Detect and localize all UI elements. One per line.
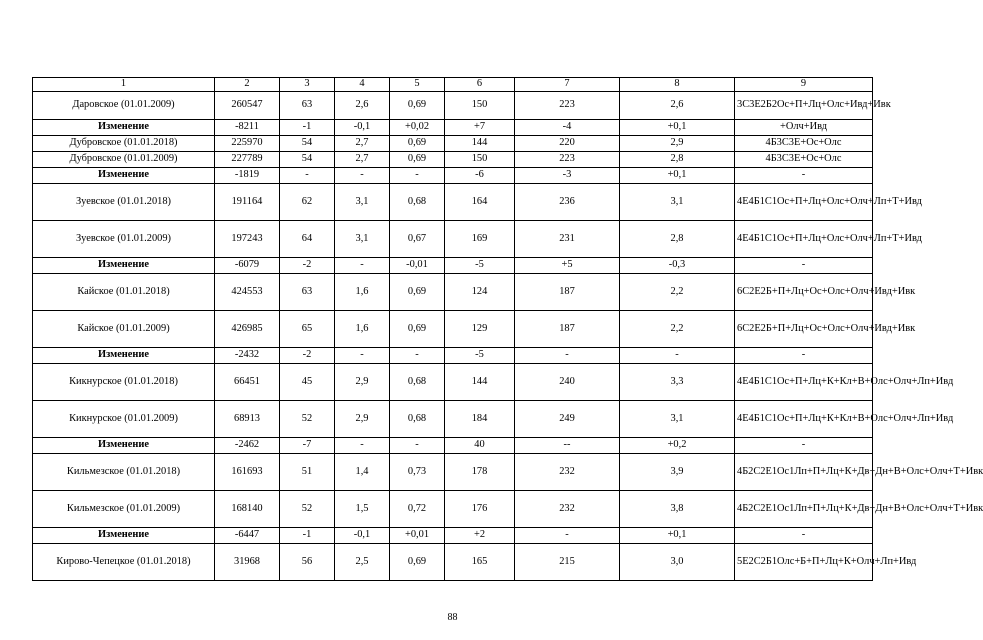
table-cell-col-3: -1 [280, 528, 335, 544]
table-cell-col-2: 68913 [215, 401, 280, 438]
table-cell-col-2: 168140 [215, 491, 280, 528]
table-cell-col-3: -1 [280, 120, 335, 136]
table-cell-col-4: 1,6 [335, 274, 390, 311]
table-cell-col-9: - [735, 258, 873, 274]
table-cell-col-7: 240 [515, 364, 620, 401]
table-cell-col-4: 3,1 [335, 221, 390, 258]
table-cell-col-5: - [390, 438, 445, 454]
table-cell-col-8: 3,0 [620, 544, 735, 581]
table-row [33, 184, 873, 221]
table-cell-col-3: - [280, 168, 335, 184]
table-cell-col-5: 0,69 [390, 152, 445, 168]
table-cell-col-4: - [335, 168, 390, 184]
row-label-cell: Изменение [33, 168, 215, 184]
table-cell-col-8: 2,2 [620, 274, 735, 311]
table-cell-col-2: 424553 [215, 274, 280, 311]
table-cell-col-7: 223 [515, 152, 620, 168]
table-cell-col-8: 3,1 [620, 401, 735, 438]
table-cell-col-5: 0,68 [390, 364, 445, 401]
table-cell-col-3: 62 [280, 184, 335, 221]
table-cell-col-5: 0,68 [390, 184, 445, 221]
row-label-cell: Кикнурское (01.01.2018) [33, 364, 215, 401]
table-cell-col-3: 52 [280, 491, 335, 528]
table-row [33, 92, 873, 120]
table-cell-col-7: 220 [515, 136, 620, 152]
table-cell-col-4: 3,1 [335, 184, 390, 221]
table-cell-col-6: -5 [445, 348, 515, 364]
table-cell-col-8: 2,9 [620, 136, 735, 152]
table-cell-col-6: 169 [445, 221, 515, 258]
column-header-9: 9 [735, 78, 873, 92]
table-cell-col-2: -2462 [215, 438, 280, 454]
table-cell-col-2: 161693 [215, 454, 280, 491]
table-cell-col-8: - [620, 348, 735, 364]
table-cell-col-9: - [735, 348, 873, 364]
table-cell-col-7: 187 [515, 274, 620, 311]
row-label-cell: Изменение [33, 348, 215, 364]
table-cell-col-7: -4 [515, 120, 620, 136]
table-cell-col-7: 236 [515, 184, 620, 221]
table-cell-col-3: -2 [280, 258, 335, 274]
table-cell-col-8: 3,8 [620, 491, 735, 528]
table-cell-col-8: -0,3 [620, 258, 735, 274]
table-cell-col-3: 64 [280, 221, 335, 258]
table-cell-col-5: 0,69 [390, 92, 445, 120]
table-cell-col-2: 191164 [215, 184, 280, 221]
table-cell-col-2: 225970 [215, 136, 280, 152]
table-cell-col-8: +0,1 [620, 168, 735, 184]
table-cell-col-7: -3 [515, 168, 620, 184]
row-label-cell: Кильмезское (01.01.2009) [33, 491, 215, 528]
table-row-change [33, 438, 873, 454]
table-cell-col-6: 184 [445, 401, 515, 438]
table-cell-col-2: 31968 [215, 544, 280, 581]
table-cell-col-8: +0,1 [620, 120, 735, 136]
table-cell-col-4: - [335, 348, 390, 364]
table-row [33, 152, 873, 168]
table-cell-col-6: 144 [445, 136, 515, 152]
table-cell-col-5: +0,01 [390, 528, 445, 544]
table-cell-col-6: -6 [445, 168, 515, 184]
table-cell-col-6: 176 [445, 491, 515, 528]
table-cell-col-6: 178 [445, 454, 515, 491]
table-cell-col-5: 0,69 [390, 544, 445, 581]
table-cell-col-7: 223 [515, 92, 620, 120]
table-cell-col-5: 0,68 [390, 401, 445, 438]
table-cell-col-3: -2 [280, 348, 335, 364]
table-row [33, 221, 873, 258]
table-cell-col-4: - [335, 438, 390, 454]
table-cell-col-9: 4Б2С2Е1Ос1Лп+П+Лц+К+Дв+Дн+В+Олс+Олч+Т+Ивк [735, 454, 873, 491]
column-header-7: 7 [515, 78, 620, 92]
table-cell-col-6: 150 [445, 152, 515, 168]
table-cell-col-9: 6С2Е2Б+П+Лц+Ос+Олс+Олч+Ивд+Ивк [735, 274, 873, 311]
row-label-cell: Изменение [33, 438, 215, 454]
row-label-cell: Изменение [33, 120, 215, 136]
row-label-cell: Кикнурское (01.01.2009) [33, 401, 215, 438]
table-cell-col-7: 232 [515, 491, 620, 528]
table-cell-col-7: +5 [515, 258, 620, 274]
column-header-1: 1 [33, 78, 215, 92]
table-cell-col-7: -- [515, 438, 620, 454]
column-header-3: 3 [280, 78, 335, 92]
table-cell-col-3: 65 [280, 311, 335, 348]
table-cell-col-7: 232 [515, 454, 620, 491]
table-cell-col-9: 4Е4Б1С1Ос+П+Лц+К+Кл+В+Олс+Олч+Лп+Ивд [735, 364, 873, 401]
table-cell-col-4: 2,9 [335, 364, 390, 401]
row-label-cell: Зуевское (01.01.2018) [33, 184, 215, 221]
table-cell-col-6: 150 [445, 92, 515, 120]
table-cell-col-3: 56 [280, 544, 335, 581]
table-cell-col-7: 215 [515, 544, 620, 581]
table-cell-col-6: 144 [445, 364, 515, 401]
table-cell-col-6: +2 [445, 528, 515, 544]
table-cell-col-9: 4Б3С3Е+Ос+Олс [735, 136, 873, 152]
column-header-5: 5 [390, 78, 445, 92]
column-header-2: 2 [215, 78, 280, 92]
table-cell-col-9: 4Е4Б1С1Ос+П+Лц+Олс+Олч+Лп+Т+Ивд [735, 221, 873, 258]
table-cell-col-8: 2,6 [620, 92, 735, 120]
table-row [33, 491, 873, 528]
table-cell-col-2: -2432 [215, 348, 280, 364]
table-cell-col-6: -5 [445, 258, 515, 274]
table-row [33, 401, 873, 438]
table-cell-col-5: 0,72 [390, 491, 445, 528]
table-cell-col-8: 2,2 [620, 311, 735, 348]
table-cell-col-2: -6079 [215, 258, 280, 274]
row-label-cell: Дубровское (01.01.2018) [33, 136, 215, 152]
table-cell-col-3: 63 [280, 274, 335, 311]
table-cell-col-2: -8211 [215, 120, 280, 136]
table-cell-col-5: - [390, 168, 445, 184]
table-cell-col-4: -0,1 [335, 120, 390, 136]
row-label-cell: Дубровское (01.01.2009) [33, 152, 215, 168]
table-cell-col-8: +0,2 [620, 438, 735, 454]
table-cell-col-3: 54 [280, 136, 335, 152]
table-row [33, 311, 873, 348]
table-cell-col-3: 45 [280, 364, 335, 401]
table-row-change [33, 258, 873, 274]
forest-stats-table [32, 77, 983, 581]
row-label-cell: Кильмезское (01.01.2018) [33, 454, 215, 491]
table-cell-col-9: 5Е2С2Б1Олс+Б+П+Лц+К+Олч+Лп+Ивд [735, 544, 873, 581]
table-cell-col-7: - [515, 348, 620, 364]
row-label-cell: Кирово-Чепецкое (01.01.2018) [33, 544, 215, 581]
column-header-6: 6 [445, 78, 515, 92]
table-cell-col-6: 124 [445, 274, 515, 311]
table-row [33, 454, 873, 491]
page-number: 88 [447, 612, 458, 623]
table-cell-col-8: +0,1 [620, 528, 735, 544]
table-cell-col-6: +7 [445, 120, 515, 136]
table-cell-col-8: 3,3 [620, 364, 735, 401]
table-cell-col-9: - [735, 528, 873, 544]
table-cell-col-3: 51 [280, 454, 335, 491]
table-row [33, 364, 873, 401]
table-cell-col-2: 197243 [215, 221, 280, 258]
table-cell-col-9: 3С3Е2Б2Ос+П+Лц+Олс+Ивд+Ивк [735, 92, 873, 120]
column-header-4: 4 [335, 78, 390, 92]
table-cell-col-9: +Олч+Ивд [735, 120, 873, 136]
table-cell-col-3: 54 [280, 152, 335, 168]
table-cell-col-2: 426985 [215, 311, 280, 348]
table-cell-col-8: 2,8 [620, 221, 735, 258]
table-row [33, 544, 873, 581]
table-row-change [33, 168, 873, 184]
table-cell-col-2: -6447 [215, 528, 280, 544]
row-label-cell: Кайское (01.01.2009) [33, 311, 215, 348]
table-row-change [33, 348, 873, 364]
table-cell-col-9: 6С2Е2Б+П+Лц+Ос+Олс+Олч+Ивд+Ивк [735, 311, 873, 348]
table-cell-col-3: -7 [280, 438, 335, 454]
table-cell-col-3: 63 [280, 92, 335, 120]
table-header-row [33, 78, 873, 92]
table-cell-col-5: 0,73 [390, 454, 445, 491]
table-cell-col-7: 187 [515, 311, 620, 348]
row-label-cell: Даровское (01.01.2009) [33, 92, 215, 120]
table-cell-col-9: 4Е4Б1С1Ос+П+Лц+К+Кл+В+Олс+Олч+Лп+Ивд [735, 401, 873, 438]
table-cell-col-5: 0,69 [390, 136, 445, 152]
table-cell-col-5: 0,67 [390, 221, 445, 258]
table-cell-col-9: - [735, 168, 873, 184]
row-label-cell: Кайское (01.01.2018) [33, 274, 215, 311]
table-row-change [33, 528, 873, 544]
table-cell-col-6: 129 [445, 311, 515, 348]
table-cell-col-2: -1819 [215, 168, 280, 184]
row-label-cell: Изменение [33, 258, 215, 274]
table-cell-col-8: 2,8 [620, 152, 735, 168]
table-cell-col-2: 260547 [215, 92, 280, 120]
table-cell-col-4: 2,5 [335, 544, 390, 581]
table-cell-col-5: 0,69 [390, 311, 445, 348]
table-cell-col-4: - [335, 258, 390, 274]
table-cell-col-4: 2,7 [335, 136, 390, 152]
table-cell-col-4: 1,5 [335, 491, 390, 528]
table-cell-col-9: 4Б3С3Е+Ос+Олс [735, 152, 873, 168]
table-cell-col-4: 2,7 [335, 152, 390, 168]
table-cell-col-6: 165 [445, 544, 515, 581]
table-cell-col-4: 1,6 [335, 311, 390, 348]
table-cell-col-9: 4Б2С2Е1Ос1Лп+П+Лц+К+Дв+Дн+В+Олс+Олч+Т+Ивк [735, 491, 873, 528]
table-cell-col-4: -0,1 [335, 528, 390, 544]
table-cell-col-6: 164 [445, 184, 515, 221]
table-cell-col-7: - [515, 528, 620, 544]
table-cell-col-5: 0,69 [390, 274, 445, 311]
table-cell-col-4: 2,9 [335, 401, 390, 438]
table-cell-col-7: 231 [515, 221, 620, 258]
table-cell-col-2: 227789 [215, 152, 280, 168]
table-cell-col-5: -0,01 [390, 258, 445, 274]
row-label-cell: Изменение [33, 528, 215, 544]
table-cell-col-8: 3,1 [620, 184, 735, 221]
table-cell-col-7: 249 [515, 401, 620, 438]
table-cell-col-6: 40 [445, 438, 515, 454]
table-row-change [33, 120, 873, 136]
table-row [33, 136, 873, 152]
table-cell-col-4: 1,4 [335, 454, 390, 491]
table-cell-col-5: +0,02 [390, 120, 445, 136]
table-row [33, 274, 873, 311]
table-cell-col-3: 52 [280, 401, 335, 438]
table-cell-col-9: 4Е4Б1С1Ос+П+Лц+Олс+Олч+Лп+Т+Ивд [735, 184, 873, 221]
table-cell-col-4: 2,6 [335, 92, 390, 120]
table-cell-col-9: - [735, 438, 873, 454]
row-label-cell: Зуевское (01.01.2009) [33, 221, 215, 258]
table-cell-col-5: - [390, 348, 445, 364]
column-header-8: 8 [620, 78, 735, 92]
table-cell-col-8: 3,9 [620, 454, 735, 491]
table-cell-col-2: 66451 [215, 364, 280, 401]
